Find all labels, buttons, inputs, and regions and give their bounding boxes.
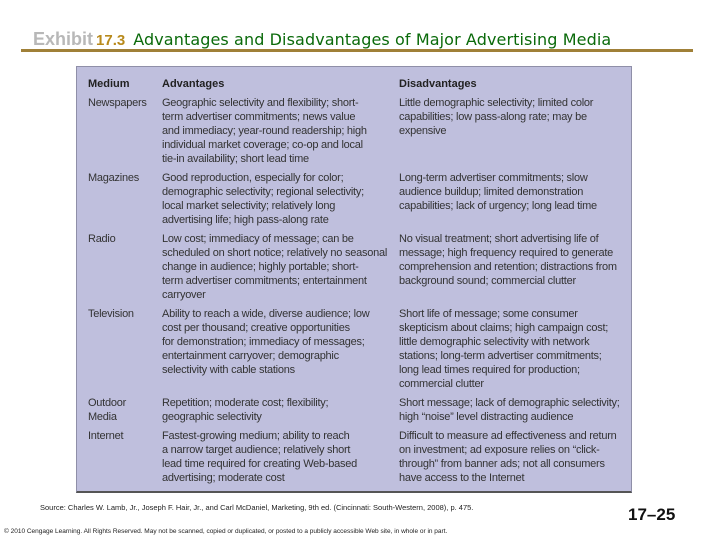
media-table xyxy=(76,66,632,493)
medium-cell: Television xyxy=(88,308,134,320)
exhibit-number: 17.3 xyxy=(96,32,126,49)
source-citation: Source: Charles W. Lamb, Jr., Joseph F. Hair, Jr., and Carl McDaniel, Marketing, 9th ed. (Cincinnati: South-Western, 2008), p. 475. xyxy=(40,503,474,512)
page-number: 17–25 xyxy=(628,505,676,524)
column-header-disadvantages: Disadvantages xyxy=(399,78,477,90)
advantages-cell: Ability to reach a wide, diverse audience; low cost per thousand; creative opportunities for demonstration; immediacy of messages; entertainment carryover; demographic selectivity with cable stations xyxy=(162,308,370,376)
disadvantages-cell: Little demographic selectivity; limited color capabilities; low pass-along rate; may be expensive xyxy=(399,97,594,137)
medium-cell: Radio xyxy=(88,233,116,245)
advantages-cell: Low cost; immediacy of message; can be scheduled on short notice; relatively no seasonal change in audience; highly portable; short- term advertiser commitments; entertainment carryover xyxy=(162,233,388,301)
copyright-notice: © 2010 Cengage Learning. All Rights Reserved. May not be scanned, copied or duplicated, or posted to a publicly accessible Web site, in whole or in part. xyxy=(4,528,448,535)
medium-cell: Outdoor Media xyxy=(88,397,126,423)
advantages-cell: Repetition; moderate cost; flexibility; geographic selectivity xyxy=(162,397,329,423)
disadvantages-cell: Long-term advertiser commitments; slow audience buildup; limited demonstration capabilities; lack of urgency; long lead time xyxy=(399,172,597,212)
column-header-medium: Medium xyxy=(88,78,130,90)
medium-cell: Magazines xyxy=(88,172,139,184)
title-divider xyxy=(21,49,693,52)
advantages-cell: Fastest-growing medium; ability to reach a narrow target audience; relatively short lead time required for creating Web-based advertising; moderate cost xyxy=(162,430,357,484)
disadvantages-cell: Difficult to measure ad effectiveness and return on investment; ad exposure relies on “click- through” from banner ads; not all consumers have access to the Internet xyxy=(399,430,617,484)
column-header-advantages: Advantages xyxy=(162,78,225,90)
advantages-cell: Good reproduction, especially for color; demographic selectivity; regional selectivity; local market selectivity; relatively long advertising life; high pass-along rate xyxy=(162,172,364,226)
advantages-cell: Geographic selectivity and flexibility; short- term advertiser commitments; news value and immediacy; year-round readership; high individual market coverage; co-op and local tie-in availability; short lead time xyxy=(162,97,367,165)
disadvantages-cell: Short message; lack of demographic selectivity; high “noise” level distracting audience xyxy=(399,397,620,423)
disadvantages-cell: Short life of message; some consumer skepticism about claims; high campaign cost; little demographic selectivity with network stations; long-term advertiser commitments; long lead times required for production; commercial clutter xyxy=(399,308,609,390)
slide-title: Advantages and Disadvantages of Major Advertising Media xyxy=(133,30,612,49)
exhibit-label: Exhibit xyxy=(33,29,94,49)
medium-cell: Newspapers xyxy=(88,97,147,109)
slide-header xyxy=(33,29,611,50)
disadvantages-cell: No visual treatment; short advertising life of message; high frequency required to generate comprehension and retention; distractions from background sound; commercial clutter xyxy=(399,233,617,287)
medium-cell: Internet xyxy=(88,430,124,442)
media-table-grid xyxy=(88,77,625,485)
